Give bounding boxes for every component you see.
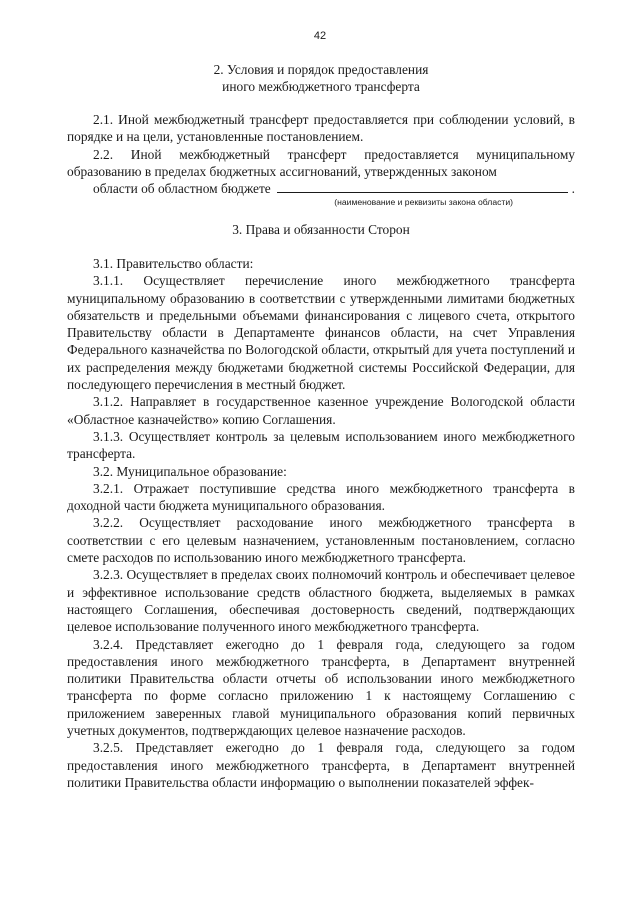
law-line-end: . xyxy=(571,181,575,197)
paragraph-3-2: 3.2. Муниципальное образование: xyxy=(93,463,287,479)
paragraph-2-2: 2.2. Иной межбюджетный трансферт предоставляется муниципальному образованию в пределах бюджетных ассигнований, утвержденных законом xyxy=(67,146,575,179)
paragraph-3-1: 3.1. Правительство области: xyxy=(93,256,254,271)
paragraph-3-1-3: 3.1.3. Осуществляет контроль за целевым использованием иного межбюджетного трансферта. xyxy=(67,428,575,462)
paragraph-3-2-5: 3.2.5. Представляет ежегодно до 1 февраля года, следующего за годом предоставления иного межбюджетного трансферта, в Департамент внутренней политики Правительства области информацию о выполнении показателей эффек- xyxy=(67,740,575,790)
paragraph-2-2-tail: области об областном бюджете xyxy=(93,181,271,197)
law-reference-line xyxy=(67,180,575,197)
section-2-heading xyxy=(67,61,575,96)
paragraph-3-2-1: 3.2.1. Отражает поступившие средства иного межбюджетного трансферта в доходной части бюджета муниципального образования. xyxy=(67,480,575,514)
paragraph-3-2-2: 3.2.2. Осуществляет расходование иного межбюджетного трансферта в соответствии с его целевым назначением, установленным постановлением, согласно смете расходов по использованию иного межбюджетного трансферта. xyxy=(67,515,575,566)
law-caption: (наименование и реквизиты закона области) xyxy=(334,197,513,208)
paragraph-3-1-1: 3.1.1. Осуществляет перечисление иного межбюджетного трансферта муниципальному образованию в соответствии с утвержденными лимитами бюджетных обязательств и предельными объемами финансирования с лицевого счета, открытого Правительству области в Департаменте финансов области, на счет Управления Федерального казначейства по Вологодской области, открытый для учета поступлений и их распределения между бюджетами бюджетной системы Российской Федерации, для последующего перечисления в местный бюджет. xyxy=(67,273,575,393)
section-3-heading: 3. Права и обязанности Сторон xyxy=(232,222,410,237)
paragraph-3-1-2: 3.1.2. Направляет в государственное казенное учреждение Вологодской области «Областное казначейство» копию Соглашения. xyxy=(67,394,575,427)
section-2-title-line1: 2. Условия и порядок предоставления xyxy=(213,62,429,77)
paragraph-2-1: 2.1. Иной межбюджетный трансферт предоставляется при соблюдении условий, в порядке и на цели, установленные постановлением. xyxy=(67,112,575,145)
section-3-body xyxy=(67,255,575,791)
section-2-body xyxy=(67,111,575,208)
law-blank-line xyxy=(277,192,568,193)
paragraph-3-2-4: 3.2.4. Представляет ежегодно до 1 февраля года, следующего за годом предоставления иного межбюджетного трансферта, в Департамент внутренней политики Правительства области отчеты об использовании иного межбюджетного трансферта по форме согласно приложению 1 к настоящему Соглашению с приложением заверенных главой муниципального образования копий первичных учетных документов, подтверждающих целевое назначение расходов. xyxy=(67,636,575,739)
section-2-title-line2: иного межбюджетного трансферта xyxy=(222,79,420,95)
page-number: 42 xyxy=(313,30,327,42)
paragraph-3-2-3: 3.2.3. Осуществляет в пределах своих полномочий контроль и обеспечивает целевое и эффективное использование средств областного бюджета, выделяемых в рамках настоящего Соглашения, обеспечивая достоверность сведений, подтверждающих целевое использование полученного иного межбюджетного трансферта. xyxy=(67,567,575,635)
